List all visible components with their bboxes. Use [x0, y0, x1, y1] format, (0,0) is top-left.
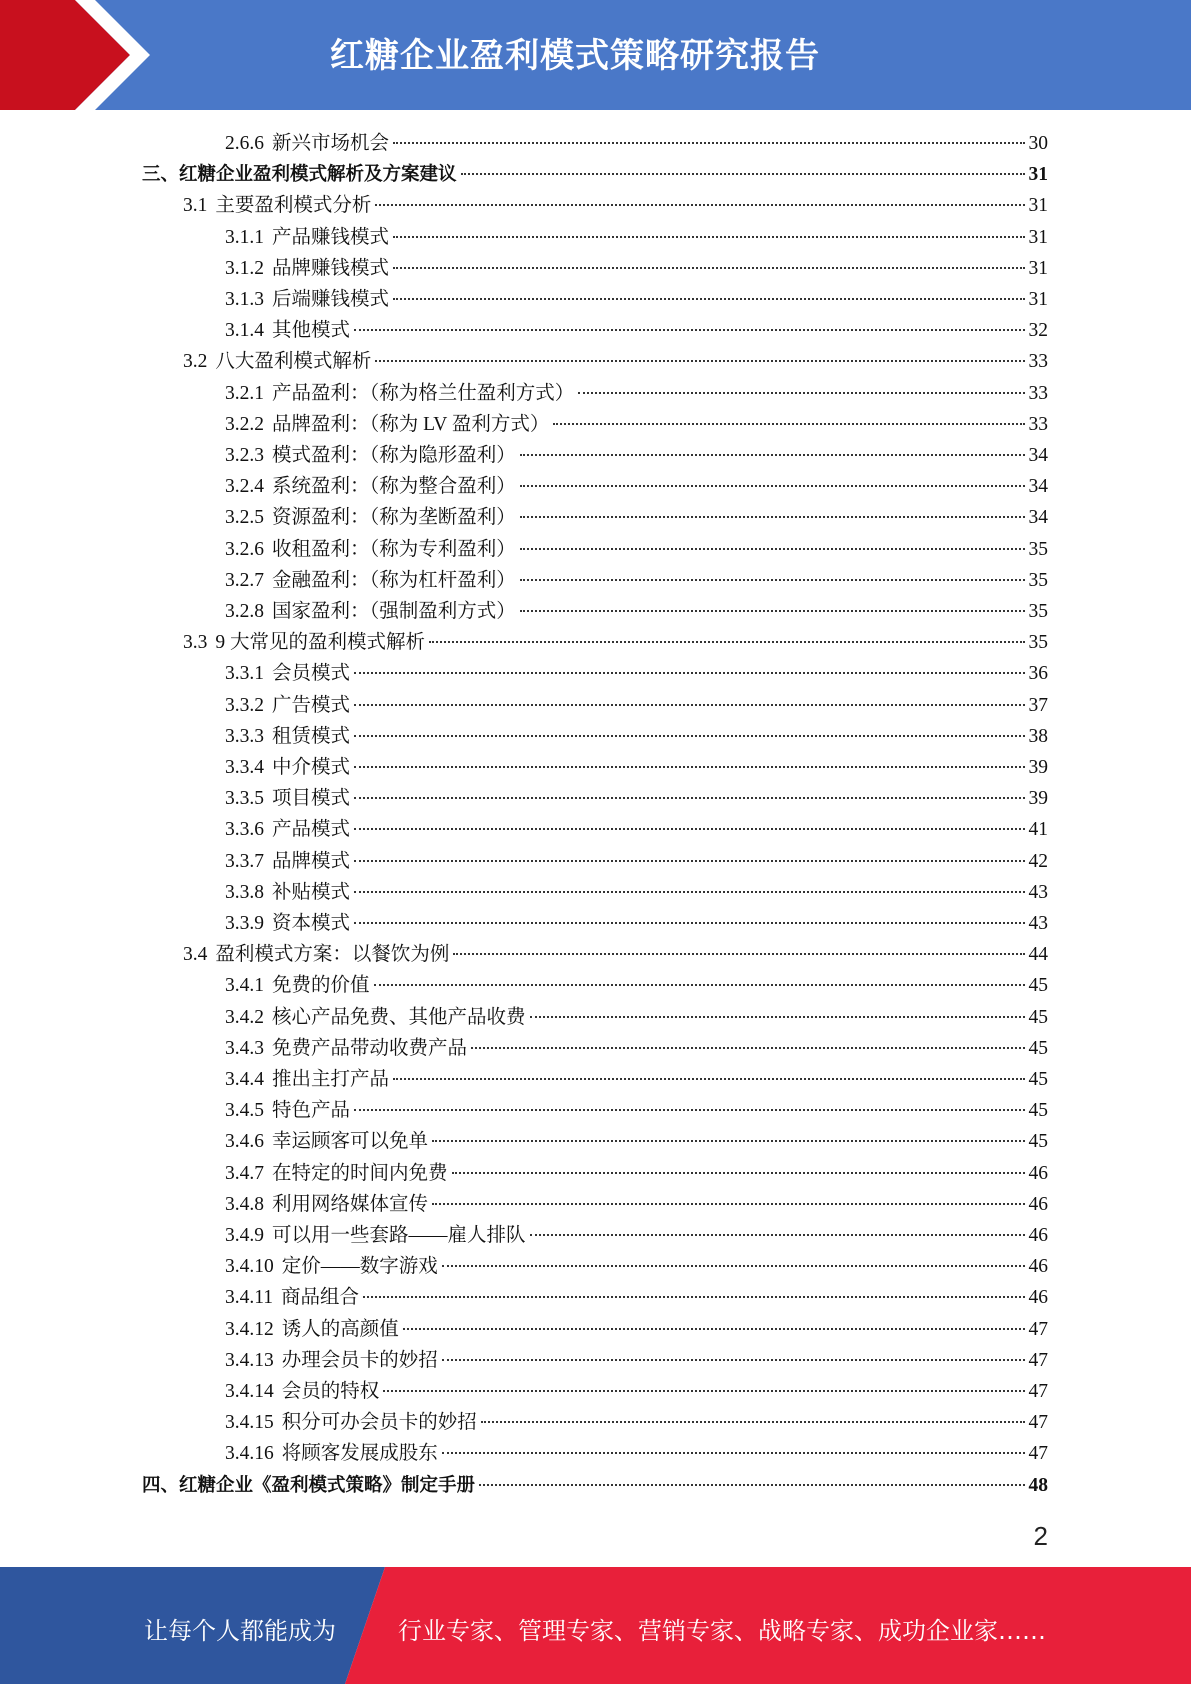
- toc-entry-number: 3.3.7: [225, 850, 264, 872]
- toc-dot-leader: [354, 672, 1024, 674]
- toc-entry-page: 46: [1028, 1256, 1048, 1278]
- toc-entry-number: 3.3.3: [225, 725, 264, 747]
- toc-dot-leader: [481, 1421, 1025, 1423]
- toc-entry-number: 3.4.3: [225, 1037, 264, 1059]
- toc-entry-number: 3.4.4: [225, 1069, 264, 1090]
- toc-dot-leader: [553, 423, 1024, 425]
- toc-entry-number: 3.3.5: [225, 788, 264, 810]
- toc-entry-title: 四、红糖企业《盈利模式策略》制定手册: [142, 1474, 476, 1496]
- toc-entry[interactable]: [225, 565, 1048, 596]
- toc-dot-leader: [375, 360, 1024, 362]
- toc-entry-page: 45: [1028, 1131, 1048, 1153]
- toc-entry-page: 35: [1028, 538, 1048, 560]
- toc-entry-title: 新兴市场机会: [272, 133, 390, 154]
- toc-dot-leader: [354, 735, 1024, 737]
- toc-dot-leader: [479, 1484, 1024, 1486]
- toc-entry[interactable]: [225, 1407, 1048, 1438]
- toc-entry-page: 35: [1028, 632, 1048, 654]
- toc-entry-page: 34: [1028, 507, 1048, 529]
- toc-entry[interactable]: [225, 596, 1048, 627]
- toc-entry-number: 3.4.1: [225, 975, 264, 997]
- toc-entry-title: 广告模式: [272, 694, 351, 716]
- toc-entry-number: 2.6.6: [225, 133, 264, 154]
- toc-entry-title: 幸运顾客可以免单: [272, 1131, 429, 1153]
- toc-entry-page: 31: [1028, 164, 1048, 186]
- toc-entry-number: 3.3.9: [225, 913, 264, 934]
- toc-entry-page: 45: [1028, 1100, 1048, 1122]
- toc-entry-page: 47: [1028, 1349, 1048, 1371]
- toc-entry-title: 将顾客发展成股东: [281, 1443, 438, 1465]
- toc-entry-title: 9 大常见的盈利模式解析: [215, 632, 426, 654]
- toc-entry[interactable]: [225, 1126, 1048, 1157]
- toc-entry[interactable]: [225, 1345, 1048, 1376]
- toc-entry-page: 45: [1028, 1069, 1048, 1090]
- toc-entry-page: 46: [1028, 1193, 1048, 1215]
- toc-dot-leader: [354, 860, 1024, 862]
- toc-entry[interactable]: [225, 128, 1048, 159]
- toc-entry-page: 47: [1028, 1318, 1048, 1340]
- toc-entry-number: 3.4.11: [225, 1287, 274, 1309]
- toc-dot-leader: [442, 1452, 1025, 1454]
- toc-dot-leader: [429, 641, 1024, 643]
- toc-entry-title: 免费产品带动收费产品: [272, 1037, 468, 1059]
- toc-entry-page: 31: [1028, 289, 1048, 310]
- toc-entry[interactable]: [225, 877, 1048, 908]
- toc-entry-page: 47: [1028, 1412, 1048, 1434]
- toc-dot-leader: [354, 1109, 1024, 1111]
- toc-entry-number: 3.4.6: [225, 1131, 264, 1153]
- toc-dot-leader: [471, 1047, 1024, 1049]
- toc-entry-number: 3.3.1: [225, 663, 264, 685]
- toc-entry[interactable]: [225, 1376, 1048, 1407]
- toc-entry[interactable]: [183, 939, 1048, 970]
- toc-entry-number: 3.2.5: [225, 507, 264, 529]
- toc-dot-leader: [354, 922, 1024, 924]
- toc-entry-number: 3.4.2: [225, 1006, 264, 1028]
- toc-entry-number: 3.2.7: [225, 569, 264, 591]
- toc-entry-number: 3.4.8: [225, 1193, 264, 1215]
- toc-entry-number: 3.3.4: [225, 757, 264, 778]
- toc-entry-page: 39: [1028, 757, 1048, 778]
- toc-entry-page: 43: [1028, 881, 1048, 903]
- toc-entry-number: 3.2.3: [225, 445, 264, 466]
- toc-entry[interactable]: [183, 627, 1048, 658]
- toc-entry[interactable]: [225, 284, 1048, 315]
- toc-entry-page: 45: [1028, 1006, 1048, 1028]
- toc-entry-number: 3.2.1: [225, 382, 264, 404]
- toc-entry-page: 35: [1028, 601, 1048, 622]
- toc-entry-number: 3.4.13: [225, 1349, 274, 1371]
- toc-dot-leader: [442, 1265, 1025, 1267]
- toc-entry-number: 3.4.14: [225, 1381, 274, 1402]
- toc-entry[interactable]: [225, 1064, 1048, 1095]
- toc-dot-leader: [520, 516, 1025, 518]
- toc-entry-number: 3.2.2: [225, 413, 264, 435]
- toc-dot-leader: [363, 1296, 1024, 1298]
- toc-entry-page: 44: [1028, 944, 1048, 966]
- toc-entry-title: 国家盈利：（强制盈利方式）: [272, 601, 516, 622]
- toc-entry-number: 3.2.8: [225, 601, 264, 622]
- toc-entry-title: 其他模式: [272, 320, 351, 342]
- toc-dot-leader: [432, 1203, 1024, 1205]
- toc-entry-title: 八大盈利模式解析: [215, 351, 372, 373]
- toc-entry[interactable]: [225, 1220, 1048, 1251]
- toc-entry-number: 3.2.6: [225, 538, 264, 560]
- toc-dot-leader: [393, 267, 1024, 269]
- toc-entry-number: 3.4.12: [225, 1318, 274, 1340]
- toc-entry-number: 3.4.7: [225, 1162, 264, 1184]
- toc-dot-leader: [578, 392, 1024, 394]
- toc-entry[interactable]: [225, 908, 1048, 939]
- toc-entry[interactable]: [225, 471, 1048, 502]
- toc-entry-title: 诱人的高颜值: [281, 1318, 399, 1340]
- toc-entry[interactable]: [225, 502, 1048, 533]
- toc-entry-page: 45: [1028, 975, 1048, 997]
- toc-entry-title: 资本模式: [272, 913, 351, 934]
- toc-entry[interactable]: [225, 440, 1048, 471]
- toc-entry-page: 31: [1028, 195, 1048, 217]
- toc-entry[interactable]: [183, 346, 1048, 377]
- toc-entry[interactable]: [225, 658, 1048, 689]
- toc-dot-leader: [452, 1172, 1025, 1174]
- toc-entry[interactable]: [225, 315, 1048, 346]
- toc-dot-leader: [354, 828, 1024, 830]
- toc-entry-title: 后端赚钱模式: [272, 289, 390, 310]
- toc-dot-leader: [354, 329, 1024, 331]
- toc-dot-leader: [530, 1016, 1025, 1018]
- toc-entry-page: 46: [1028, 1225, 1048, 1246]
- toc-entry-title: 品牌赚钱模式: [272, 257, 390, 279]
- toc-entry-title: 主要盈利模式分析: [215, 195, 372, 217]
- toc-entry[interactable]: [142, 159, 1048, 190]
- toc-entry-title: 品牌模式: [272, 850, 351, 872]
- toc-entry[interactable]: [225, 752, 1048, 783]
- toc-dot-leader: [393, 298, 1024, 300]
- toc-entry-page: 39: [1028, 788, 1048, 810]
- toc-entry-number: 3.4: [183, 944, 208, 966]
- toc-entry[interactable]: [225, 1189, 1048, 1220]
- toc-entry-number: 3.2.4: [225, 476, 264, 498]
- toc-dot-leader: [520, 610, 1025, 612]
- toc-entry-number: 3.4.5: [225, 1100, 264, 1122]
- toc-entry-number: 3.4.10: [225, 1256, 274, 1278]
- toc-entry-title: 商品组合: [281, 1287, 360, 1309]
- toc-entry-title: 品牌盈利：（称为 LV 盈利方式）: [272, 413, 550, 435]
- footer-slogan-left: 让每个人都能成为: [144, 1617, 336, 1645]
- toc-entry[interactable]: [225, 1251, 1048, 1282]
- toc-entry[interactable]: [225, 970, 1048, 1001]
- toc-entry[interactable]: [225, 1158, 1048, 1189]
- page-header: [0, 0, 1191, 110]
- document-title: 红糖企业盈利模式策略研究报告: [330, 36, 820, 76]
- toc-entry[interactable]: [225, 1314, 1048, 1345]
- toc-entry-page: 47: [1028, 1381, 1048, 1402]
- toc-entry-title: 在特定的时间内免费: [272, 1162, 448, 1184]
- toc-entry-title: 产品盈利：（称为格兰仕盈利方式）: [272, 382, 575, 404]
- toc-entry-page: 34: [1028, 445, 1048, 466]
- toc-dot-leader: [520, 454, 1025, 456]
- toc-entry[interactable]: [225, 253, 1048, 284]
- toc-dot-leader: [393, 1078, 1024, 1080]
- toc-entry[interactable]: [225, 814, 1048, 845]
- toc-entry-number: 3.3.6: [225, 819, 264, 841]
- toc-entry-number: 3.1.3: [225, 289, 264, 310]
- toc-entry-title: 核心产品免费、其他产品收费: [272, 1006, 526, 1028]
- toc-entry-page: 33: [1028, 413, 1048, 435]
- toc-dot-leader: [374, 984, 1025, 986]
- toc-dot-leader: [432, 1140, 1024, 1142]
- toc-entry-title: 会员的特权: [281, 1381, 380, 1402]
- footer-slogan-right: 行业专家、管理专家、营销专家、战略专家、成功企业家……: [398, 1617, 1046, 1645]
- toc-entry[interactable]: [225, 378, 1048, 409]
- toc-entry[interactable]: [225, 1002, 1048, 1033]
- toc-dot-leader: [403, 1328, 1025, 1330]
- toc-entry-title: 推出主打产品: [272, 1069, 390, 1090]
- toc-entry-page: 46: [1028, 1287, 1048, 1309]
- toc-entry-title: 收租盈利：（称为专利盈利）: [272, 538, 516, 560]
- toc-entry[interactable]: [225, 1438, 1048, 1469]
- toc-dot-leader: [354, 766, 1024, 768]
- page-number: 2: [1033, 1521, 1048, 1551]
- toc-dot-leader: [393, 142, 1024, 144]
- toc-entry-title: 租赁模式: [272, 725, 351, 747]
- toc-entry-title: 产品模式: [272, 819, 351, 841]
- toc-entry-title: 资源盈利：（称为垄断盈利）: [272, 507, 516, 529]
- toc-entry-title: 利用网络媒体宣传: [272, 1193, 429, 1215]
- toc-entry-page: 33: [1028, 351, 1048, 373]
- toc-entry-title: 可以用一些套路——雇人排队: [272, 1225, 526, 1246]
- toc-entry-page: 37: [1028, 694, 1048, 716]
- toc-entry-page: 36: [1028, 663, 1048, 685]
- toc-entry-page: 35: [1028, 569, 1048, 591]
- toc-entry[interactable]: [183, 190, 1048, 221]
- toc-dot-leader: [354, 704, 1024, 706]
- toc-entry-page: 43: [1028, 913, 1048, 934]
- toc-entry-page: 38: [1028, 725, 1048, 747]
- toc-entry-page: 33: [1028, 382, 1048, 404]
- toc-entry-title: 补贴模式: [272, 881, 351, 903]
- toc-entry-page: 41: [1028, 819, 1048, 841]
- toc-dot-leader: [354, 891, 1024, 893]
- toc-entry-number: 3.1: [183, 195, 208, 217]
- toc-dot-leader: [354, 797, 1024, 799]
- toc-entry-title: 系统盈利：（称为整合盈利）: [272, 476, 516, 498]
- toc-entry-page: 31: [1028, 257, 1048, 279]
- toc-entry-title: 盈利模式方案：以餐饮为例: [215, 944, 450, 966]
- toc-entry-number: 3.4.9: [225, 1225, 264, 1246]
- toc-dot-leader: [520, 485, 1025, 487]
- toc-entry-number: 3.4.16: [225, 1443, 274, 1465]
- toc-dot-leader: [461, 173, 1025, 175]
- toc-entry-title: 三、红糖企业盈利模式解析及方案建议: [142, 164, 457, 186]
- toc-entry-number: 3.2: [183, 351, 208, 373]
- toc-entry-number: 3.3.2: [225, 694, 264, 716]
- toc-entry-title: 积分可办会员卡的妙招: [281, 1412, 477, 1434]
- toc-entry-page: 47: [1028, 1443, 1048, 1465]
- toc-dot-leader: [383, 1390, 1024, 1392]
- toc-entry-title: 特色产品: [272, 1100, 351, 1122]
- toc-entry-page: 48: [1028, 1474, 1048, 1496]
- toc-entry[interactable]: [225, 1033, 1048, 1064]
- toc-entry-title: 定价——数字游戏: [281, 1256, 438, 1278]
- toc-entry-number: 3.1.4: [225, 320, 264, 342]
- toc-dot-leader: [375, 204, 1024, 206]
- page-footer: [0, 1567, 1191, 1684]
- toc-dot-leader: [530, 1234, 1025, 1236]
- toc-entry[interactable]: [225, 1282, 1048, 1313]
- toc-entry[interactable]: [225, 1095, 1048, 1126]
- toc-entry-title: 办理会员卡的妙招: [281, 1349, 438, 1371]
- toc-entry-number: 3.1.2: [225, 257, 264, 279]
- toc-entry-page: 31: [1028, 226, 1048, 248]
- toc-entry-title: 免费的价值: [272, 975, 370, 997]
- toc-entry-number: 3.3.8: [225, 881, 264, 903]
- toc-entry-title: 会员模式: [272, 663, 351, 685]
- toc-entry-page: 42: [1028, 850, 1048, 872]
- toc-entry-title: 金融盈利：（称为杠杆盈利）: [272, 569, 516, 591]
- toc-entry-number: 3.3: [183, 632, 208, 654]
- toc-entry-number: 3.1.1: [225, 226, 264, 248]
- toc-entry[interactable]: [225, 783, 1048, 814]
- toc-entry-number: 3.4.15: [225, 1412, 274, 1434]
- toc-entry-page: 32: [1028, 320, 1048, 342]
- toc-entry-title: 项目模式: [272, 788, 351, 810]
- toc-dot-leader: [442, 1359, 1025, 1361]
- toc-dot-leader: [393, 236, 1024, 238]
- toc-entry-page: 46: [1028, 1162, 1048, 1184]
- toc-entry[interactable]: [225, 409, 1048, 440]
- toc-entry[interactable]: [225, 846, 1048, 877]
- toc-entry[interactable]: [142, 1470, 1048, 1501]
- toc-entry[interactable]: [225, 690, 1048, 721]
- toc-entry-page: 45: [1028, 1037, 1048, 1059]
- toc-entry-title: 中介模式: [272, 757, 351, 778]
- toc-entry[interactable]: [225, 534, 1048, 565]
- toc-entry[interactable]: [225, 721, 1048, 752]
- toc-entry[interactable]: [225, 222, 1048, 253]
- toc-entry-page: 34: [1028, 476, 1048, 498]
- toc-dot-leader: [520, 579, 1025, 581]
- toc-entry-title: 模式盈利：（称为隐形盈利）: [272, 445, 516, 466]
- toc-dot-leader: [520, 548, 1025, 550]
- toc-dot-leader: [453, 953, 1024, 955]
- toc-entry-page: 30: [1028, 133, 1048, 154]
- toc-entry-title: 产品赚钱模式: [272, 226, 390, 248]
